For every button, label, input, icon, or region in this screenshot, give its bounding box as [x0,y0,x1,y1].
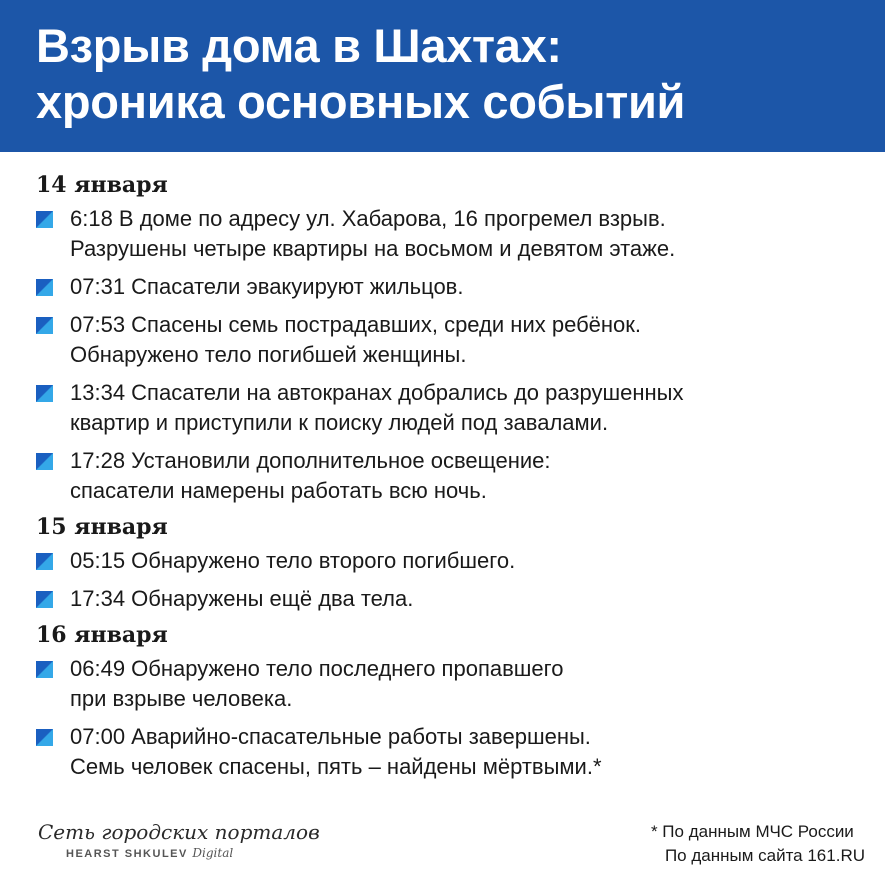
title-line-2: хроника основных событий [36,75,686,128]
event-item [0,310,885,370]
bullet-square-icon [36,553,53,570]
event-text: 17:28 Установили дополнительное освещение: [70,448,551,473]
event-text: квартир и приступили к поиску людей под завалами. [70,410,609,435]
day-heading: 14 января [36,172,168,198]
bullet-square-icon [36,661,53,678]
day-heading: 16 января [36,622,168,648]
bullet-square-icon [36,211,53,228]
event-item [0,654,885,714]
bullet-square-icon [36,729,53,746]
event-text: спасатели намерены работать всю ночь. [70,478,487,503]
event-text: 06:49 Обнаружено тело последнего пропавшего [70,656,564,681]
event-item [0,378,885,438]
event-text: 07:31 Спасатели эвакуируют жильцов. [70,274,464,299]
event-item [0,272,885,302]
header-banner [0,0,885,152]
source-note-1: * По данным МЧС России [650,822,854,841]
bullet-square-icon [36,279,53,296]
page-title [36,18,685,130]
logo-digital: Digital [192,846,234,860]
event-text: Обнаружено тело погибшей женщины. [70,342,467,367]
event-text: 17:34 Обнаружены ещё два тела. [70,586,414,611]
title-line-1: Взрыв дома в Шахтах: [36,19,562,72]
timeline [0,166,885,790]
event-text: при взрыве человека. [70,686,293,711]
event-text: 05:15 Обнаружено тело второго погибшего. [70,548,516,573]
source-notes [651,820,865,868]
event-item [0,446,885,506]
bullet-square-icon [36,385,53,402]
logo-title: Сеть городских порталов [38,820,320,844]
day-heading: 15 января [36,514,168,540]
source-note-2: По данным сайта 161.RU [664,846,865,865]
event-item [0,546,885,576]
bullet-square-icon [36,317,53,334]
event-text: 13:34 Спасатели на автокранах добрались до разрушенных [70,380,684,405]
bullet-square-icon [36,453,53,470]
bullet-square-icon [36,591,53,608]
event-item [0,204,885,264]
event-item [0,722,885,782]
logo-subtitle [38,846,320,860]
event-text: 07:00 Аварийно-спасательные работы завершены. [70,724,591,749]
publisher-logo [38,820,320,860]
event-text: 6:18 В доме по адресу ул. Хабарова, 16 прогремел взрыв. [70,206,666,231]
event-text: Разрушены четыре квартиры на восьмом и девятом этаже. [70,236,676,261]
event-item [0,584,885,614]
event-text: Семь человек спасены, пять – найдены мёртвыми.* [70,754,602,779]
logo-brand: HEARST SHKULEV [66,848,188,860]
event-text: 07:53 Спасены семь пострадавших, среди них ребёнок. [70,312,642,337]
